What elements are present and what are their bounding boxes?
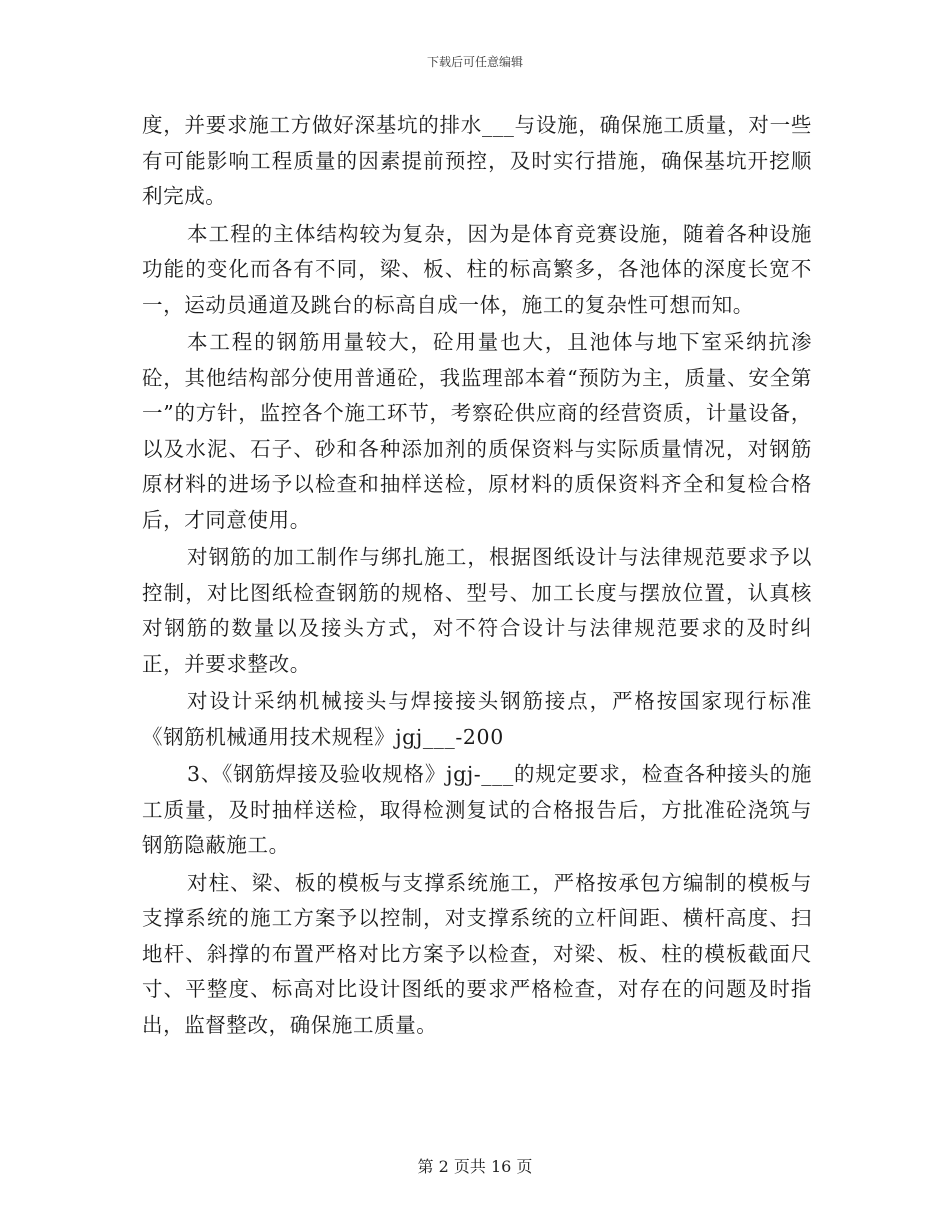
- paragraph-2: 本工程的主体结构较为复杂，因为是体育竞赛设施，随着各种设施功能的变化而各有不同，梁、板、柱的标高繁多，各池体的深度长宽不一，运动员通道及跳台的标高自成一体，施工的复杂性可想而知。: [142, 221, 812, 317]
- paragraph-3: 本工程的钢筋用量较大，砼用量也大，且池体与地下室采纳抗渗砼，其他结构部分使用普通砼，我监理部本着“预防为主，质量、安全第一”的方针，监控各个施工环节，考察砼供应商的经营资质，计量设备，以及水泥、石子、砂和各种添加剂的质保资料与实际质量情况，对钢筋原材料的进场予以检查和抽样送检，原材料的质保资料齐全和复检合格后，才同意使用。: [142, 330, 812, 532]
- document-body: [142, 108, 812, 1043]
- paragraph-5: 对设计采纳机械接头与焊接接头钢筋接点，严格按国家现行标准《钢筋机械通用技术规程》jgj___-200: [142, 689, 812, 749]
- page-number-footer: 第 2 页共 16 页: [417, 1157, 533, 1176]
- paragraph-6: 3、《钢筋焊接及验收规格》jgj-___的规定要求，检查各种接头的施工质量，及时抽样送检，取得检测复试的合格报告后，方批准砼浇筑与钢筋隐蔽施工。: [142, 762, 812, 857]
- paragraph-1: 度，并要求施工方做好深基坑的排水___与设施，确保施工质量，对一些有可能影响工程质量的因素提前预控，及时实行措施，确保基坑开挖顺利完成。: [142, 113, 812, 208]
- page-header: 下载后可任意编辑: [426, 55, 523, 69]
- paragraph-4: 对钢筋的加工制作与绑扎施工，根据图纸设计与法律规范要求予以控制，对比图纸检查钢筋的规格、型号、加工长度与摆放位置，认真核对钢筋的数量以及接头方式，对不符合设计与法律规范要求的及时纠正，并要求整改。: [142, 545, 812, 676]
- paragraph-7: 对柱、梁、板的模板与支撑系统施工，严格按承包方编制的模板与支撑系统的施工方案予以控制，对支撑系统的立杆间距、横杆高度、扫地杆、斜撑的布置严格对比方案予以检查，对梁、板、柱的模板截面尺寸、平整度、标高对比设计图纸的要求严格检查，对存在的问题及时指出，监督整改，确保施工质量。: [142, 870, 812, 1037]
